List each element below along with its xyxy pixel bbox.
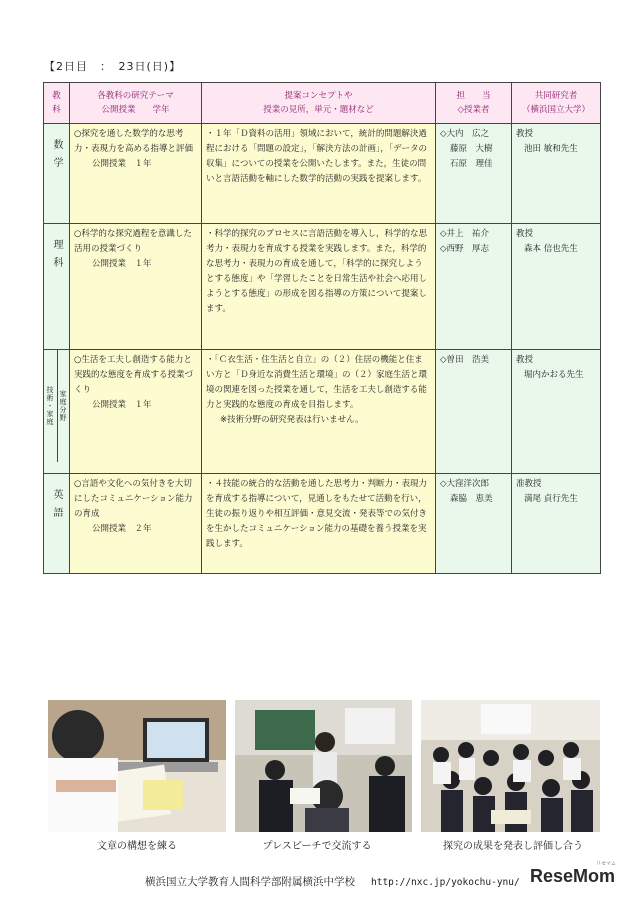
theme-class: 公開授業 １年 (92, 400, 152, 410)
concept-cell (202, 350, 436, 474)
theme-class: 公開授業 １年 (92, 159, 152, 169)
concept-cell: ・４技能の統合的な活動を通した思考力・判断力・表現力を育成する指導について，見通しをもたせて活動を行い，生徒の振り返りや相互評価・意見交流・発表等での気付きを生かしたコミュニケーション能力の基礎を養う授業を実践します。 (202, 474, 436, 574)
resemom-logo: ReseMom (530, 866, 616, 886)
teacher-name: 森脇 恵美 (450, 494, 493, 504)
coop-cell (512, 124, 601, 224)
table-row (44, 350, 601, 474)
teacher-name: ◇曽田 浩美 (440, 355, 490, 365)
photo-pre-speech (235, 700, 412, 832)
header-theme: 各教科の研究テーマ 公開授業 学年 (70, 83, 202, 124)
coop-title: 教授 (516, 129, 534, 139)
theme-class: 公開授業 ２年 (92, 524, 152, 534)
theme-text: ○言語や文化への気付きを大切にしたコミュニケーション能力の育成 (74, 479, 193, 519)
coop-title: 教授 (516, 355, 534, 365)
resemom-logo-ruby: リセマム (596, 861, 616, 867)
coop-name: 池田 敏和先生 (524, 144, 578, 154)
teacher-name: ◇大内 広之 (440, 129, 490, 139)
teacher-cell (436, 124, 512, 224)
concept-cell: ・１年「Ｄ資料の活用」領域において，統計的問題解決過程における「問題の設定」，「解決方法の計画」，「データの収集」についての授業を公開いたします。また，生徒の問いと言語活動を軸にした数学的活動の実践を提案します。 (202, 124, 436, 224)
coop-cell (512, 474, 601, 574)
teacher-cell (436, 224, 512, 350)
subject-sub-label: 家庭分野 (59, 390, 67, 422)
subject-label: 技術・家庭 (44, 350, 58, 462)
header-concept: 提案コンセプトや 授業の見所，単元・題材など (202, 83, 436, 124)
coop-name: 森本 信也先生 (524, 244, 578, 254)
school-url-link[interactable]: http://nxc.jp/yokochu-ynu/ (371, 877, 520, 888)
teacher-name: 藤原 大樹 (450, 144, 493, 154)
photo-students-writing (48, 700, 226, 832)
teacher-name: ◇井上 祐介 (440, 229, 490, 239)
photo-caption: 探究の成果を発表し評価し合う (443, 841, 583, 852)
header-coop: 共同研究者 （横浜国立大学） (512, 83, 601, 124)
header-subject: 教 科 (44, 83, 70, 124)
theme-text: ○探究を通した数学的な思考力・表現力を高める指導と評価 (74, 129, 194, 154)
theme-cell (70, 474, 202, 574)
theme-text: ○生活を工夫し創造する能力と実践的な態度を育成する授業づくり (74, 355, 194, 395)
theme-text: ○科学的な探究過程を意識した活用の授業づくり (74, 229, 192, 254)
table-header-row (44, 83, 601, 124)
theme-cell (70, 124, 202, 224)
teacher-name: 石原 理佳 (450, 159, 493, 169)
photo-strip (48, 700, 608, 832)
table-row (44, 224, 601, 350)
photo-presentation (421, 700, 600, 832)
teacher-cell (436, 474, 512, 574)
coop-name: 満尾 貞行先生 (524, 494, 578, 504)
table-row (44, 124, 601, 224)
teacher-name: ◇大窪洋次郎 (440, 479, 490, 489)
photo-caption: 文章の構想を練る (97, 841, 177, 852)
concept-cell: ・科学的探究のプロセスに言語活動を導入し，科学的な思考力・表現力を育成する授業を実践します。また，科学的な思考力・表現力の育成を通して，「科学的に探究しようとする態度」や「学習したことを日常生活や社会へ応用しようとする態度」の形成を図る指導の方策について提案します。 (202, 224, 436, 350)
teacher-cell (436, 350, 512, 474)
subject-label: 理科 (51, 239, 62, 275)
coop-cell (512, 350, 601, 474)
coop-title: 教授 (516, 229, 534, 239)
subject-label: 数学 (51, 139, 62, 175)
theme-cell (70, 350, 202, 474)
date-header: 【2日目 ： 23日(日)】 (44, 60, 182, 73)
schedule-table (43, 82, 601, 574)
table-row (44, 474, 601, 574)
coop-name: 堀内かおる先生 (524, 370, 584, 380)
concept-text: ・「Ｃ衣生活・住生活と自立」の（２）住居の機能と住まい方と「Ｄ身近な消費生活と環境」の（２）家庭生活と環境の関連を図った授業を通して，生活を工夫し創造する能力と実践的な態度の育成を目指します。 (206, 355, 428, 410)
footer (145, 874, 520, 889)
concept-note: ※技術分野の研究発表は行いません。 (220, 415, 364, 425)
coop-cell (512, 224, 601, 350)
photo-caption: プレスピーチで交流する (262, 841, 372, 852)
theme-class: 公開授業 １年 (92, 259, 152, 269)
theme-cell (70, 224, 202, 350)
school-name: 横浜国立大学教育人間科学部附属横浜中学校 (145, 876, 355, 888)
teacher-name: ◇西野 厚志 (440, 244, 490, 254)
coop-title: 准教授 (516, 479, 542, 489)
subject-label: 英語 (51, 489, 62, 525)
header-teacher: 担 当 ◇授業者 (436, 83, 512, 124)
